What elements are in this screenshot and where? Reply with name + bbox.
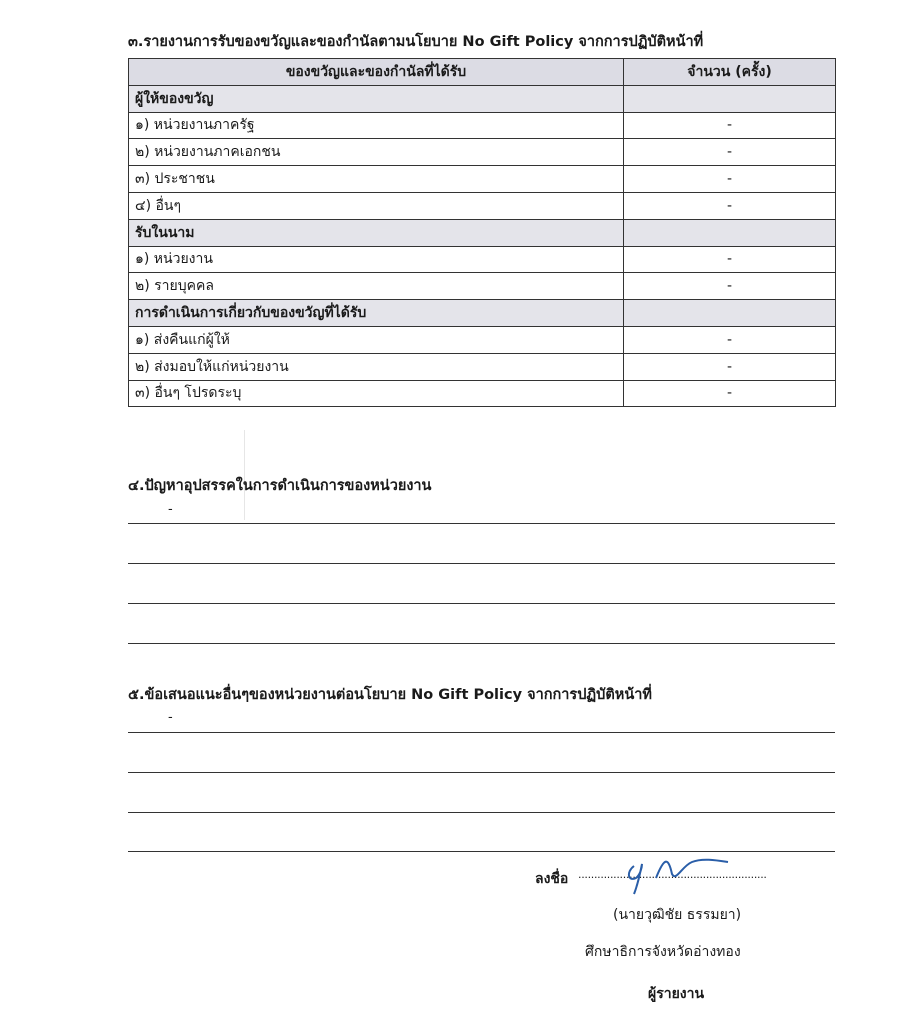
answer-line — [128, 603, 835, 604]
item-cell: ๑) หน่วยงานภาครัฐ — [129, 112, 624, 139]
table-row — [129, 166, 836, 193]
group-count-cell — [624, 300, 836, 327]
count-cell: - — [624, 326, 836, 353]
table-header-row — [129, 59, 836, 86]
item-cell: ๒) รายบุคคล — [129, 273, 624, 300]
group-label: รับในนาม — [129, 219, 624, 246]
count-cell: - — [624, 192, 836, 219]
column-header-count: จำนวน (ครั้ง) — [624, 59, 836, 86]
section3-title: ๓.รายงานการรับของขวัญและของกำนัลตามนโยบาย No Gift Policy จากการปฏิบัติหน้าที่ — [128, 34, 704, 50]
signature-dots: ........................................................... — [578, 868, 767, 881]
group-label: การดำเนินการเกี่ยวกับของขวัญที่ได้รับ — [129, 300, 624, 327]
item-cell: ๒) ส่งมอบให้แก่หน่วยงาน — [129, 353, 624, 380]
section5-title: ๕.ข้อเสนอแนะอื่นๆของหน่วยงานต่อนโยบาย No Gift Policy จากการปฏิบัติหน้าที่ — [128, 687, 652, 703]
table-row — [129, 246, 836, 273]
count-cell: - — [624, 353, 836, 380]
column-header-item: ของขวัญและของกำนัลที่ได้รับ — [129, 59, 624, 86]
count-cell: - — [624, 139, 836, 166]
section5-answer: - — [168, 710, 173, 725]
table-row — [129, 380, 836, 407]
table-group-row — [129, 85, 836, 112]
table-group-row — [129, 300, 836, 327]
gift-report-table — [128, 58, 836, 407]
handwritten-signature — [620, 852, 735, 897]
count-cell: - — [624, 112, 836, 139]
item-cell: ๑) ส่งคืนแก่ผู้ให้ — [129, 326, 624, 353]
table-group-row — [129, 219, 836, 246]
answer-line — [128, 772, 835, 773]
section4-title: ๔.ปัญหาอุปสรรคในการดำเนินการของหน่วยงาน — [128, 478, 432, 494]
count-cell: - — [624, 273, 836, 300]
section4-answer: - — [168, 502, 173, 517]
signer-role: ผู้รายงาน — [648, 986, 705, 1002]
signer-name: (นายวุฒิชัย ธรรมยา) — [613, 907, 742, 923]
table-row — [129, 139, 836, 166]
item-cell: ๓) ประชาชน — [129, 166, 624, 193]
signer-position: ศึกษาธิการจังหวัดอ่างทอง — [585, 944, 741, 960]
table-row — [129, 112, 836, 139]
count-cell: - — [624, 380, 836, 407]
item-cell: ๓) อื่นๆ โปรดระบุ — [129, 380, 624, 407]
group-label: ผู้ให้ของขวัญ — [129, 85, 624, 112]
item-cell: ๔) อื่นๆ — [129, 192, 624, 219]
signature-label: ลงชื่อ — [535, 871, 569, 887]
group-count-cell — [624, 219, 836, 246]
count-cell: - — [624, 166, 836, 193]
table-row — [129, 326, 836, 353]
answer-line — [128, 523, 835, 524]
answer-line — [128, 812, 835, 813]
table-row — [129, 273, 836, 300]
item-cell: ๒) หน่วยงานภาคเอกชน — [129, 139, 624, 166]
answer-line — [128, 643, 835, 644]
answer-line — [128, 732, 835, 733]
group-count-cell — [624, 85, 836, 112]
table-row — [129, 353, 836, 380]
answer-line — [128, 563, 835, 564]
count-cell: - — [624, 246, 836, 273]
item-cell: ๑) หน่วยงาน — [129, 246, 624, 273]
table-row — [129, 192, 836, 219]
